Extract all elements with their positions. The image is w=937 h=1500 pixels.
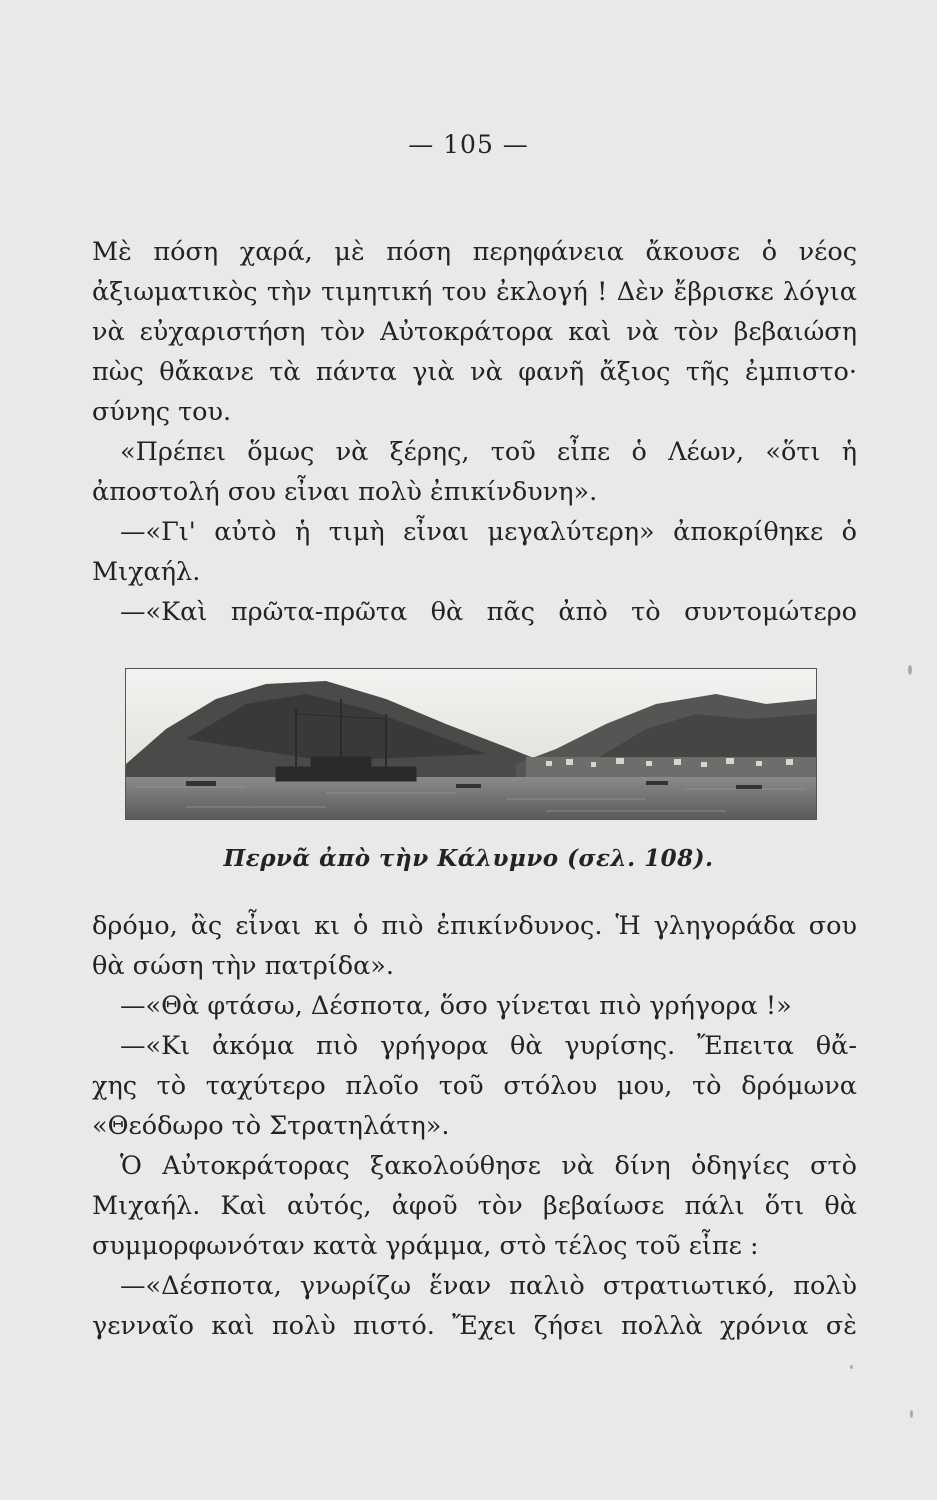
text-line: «Πρέπει ὅμως νὰ ξέρης, τοῦ εἶπε ὁ Λέων, «ὅτι ἡ (120, 437, 857, 467)
text-line: Μὲ πόση χαρά, μὲ πόση περηφάνεια ἄκουσε ὁ νέος (92, 237, 857, 267)
text-line: —«Καὶ πρῶτα-πρῶτα θὰ πᾶς ἀπὸ τὸ συντομώτερο (120, 597, 857, 627)
print-speck (850, 1365, 853, 1369)
text-line: —«Θὰ φτάσω, Δέσποτα, ὅσο γίνεται πιὸ γρήγορα !» (120, 991, 792, 1021)
text-line: Μιχαήλ. (92, 557, 201, 587)
text-line: συμμορφωνόταν κατὰ γράμμα, στὸ τέλος τοῦ εἶπε : (92, 1231, 759, 1261)
paragraph-block-bottom (92, 906, 857, 1346)
harbor-photo (125, 668, 817, 820)
text-line: —«Γι' αὐτὸ ἡ τιμὴ εἶναι μεγαλύτερη» ἀποκρίθηκε ὁ (120, 517, 857, 547)
text-line: ἀξιωματικὸς τὴν τιμητική του ἐκλογή ! Δὲν ἔβρισκε λόγια (92, 277, 857, 307)
text-line: πὼς θἄκανε τὰ πάντα γιὰ νὰ φανῆ ἄξιος τῆς ἐμπιστο· (92, 357, 857, 387)
text-line: ἀποστολή σου εἶναι πολὺ ἐπικίνδυνη». (92, 477, 598, 507)
text-line: θὰ σώση τὴν πατρίδα». (92, 951, 395, 981)
figure-caption: Περνᾶ ἀπὸ τὴν Κάλυμνο (σελ. 108). (223, 845, 714, 872)
text-line: Ὁ Αὐτοκράτορας ξακολούθησε νὰ δίνη ὁδηγίες στὸ (120, 1151, 857, 1181)
text-line: Μιχαήλ. Καὶ αὐτός, ἀφοῦ τὸν βεβαίωσε πάλι ὅτι θὰ (92, 1191, 857, 1221)
text-line: γενναῖο καὶ πολὺ πιστό. Ἔχει ζήσει πολλὰ χρόνια σὲ (92, 1311, 857, 1341)
print-speck (910, 1410, 913, 1418)
text-line: «Θεόδωρο τὸ Στρατηλάτη». (92, 1111, 450, 1141)
text-line: —«Δέσποτα, γνωρίζω ἕναν παλιὸ στρατιωτικό, πολὺ (120, 1271, 857, 1301)
text-line: —«Κι ἀκόμα πιὸ γρήγορα θὰ γυρίσης. Ἔπειτα θἄ- (120, 1031, 857, 1061)
text-line: δρόμο, ἂς εἶναι κι ὁ πιὸ ἐπικίνδυνος. Ἡ γληγοράδα σου (92, 911, 857, 941)
text-line: χης τὸ ταχύτερο πλοῖο τοῦ στόλου μου, τὸ δρόμωνα (92, 1071, 857, 1101)
kalymnos-harbor-image (126, 669, 816, 819)
print-speck (908, 665, 912, 675)
paragraph-block-top (92, 232, 857, 632)
text-line: νὰ εὐχαριστήση τὸν Αὐτοκράτορα καὶ νὰ τὸν βεβαιώση (92, 317, 857, 347)
text-line: σύνης του. (92, 397, 232, 427)
page-number: — 105 — (408, 130, 529, 159)
